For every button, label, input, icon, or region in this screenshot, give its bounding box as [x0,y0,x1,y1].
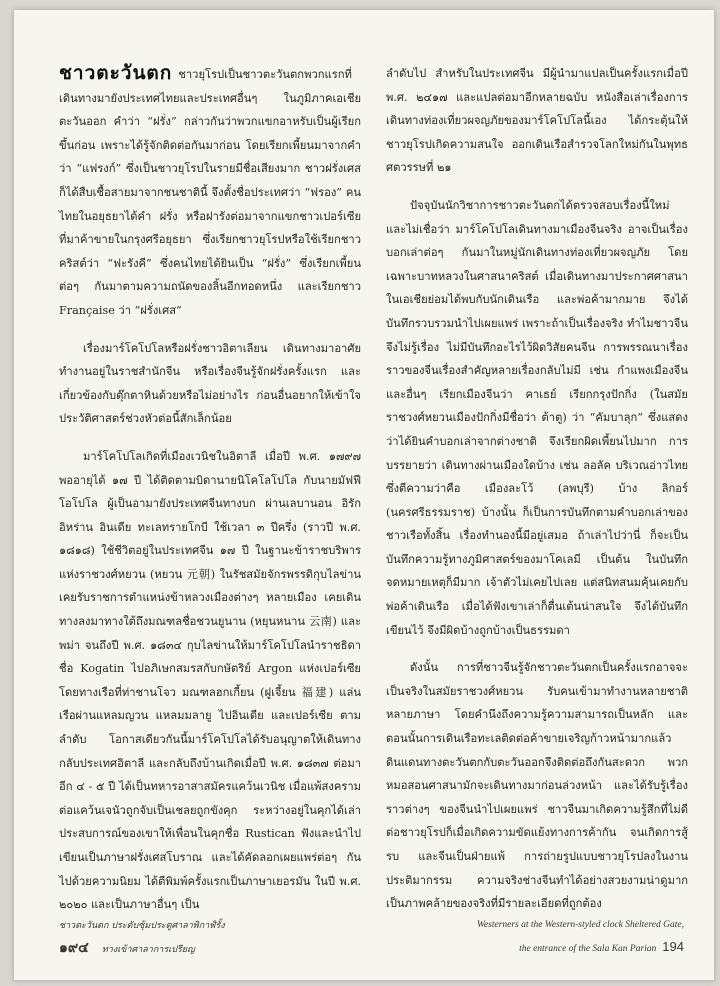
paragraph: ดังนั้น การที่ชาวจีนรู้จักชาวตะวันตกเป็นครั้งแรกอาจจะเป็นจริงในสมัยราชวงศ์หยวน รับคนเข้ามาทำงานหลายชาติหลายภาษา โดยคำนึงถึงความรู้ความสามารถเป็นหลัก และตอนนั้นการเดินเรือทะเลติดต่อค้าขายเจริญก้าวหน้ามากแล้ว ดินแดนทางตะวันตกกับตะวันออกจึงติดต่อถึงกันสะดวก พวกหมอสอนศาสนามักจะเดินทางมาก่อนล่วงหน้า และได้รับรู้เรื่องราวต่างๆ ของจีนนำไปเผยแพร่ ชาวจีนมาเกิดความรู้สึกที่ไม่ดีต่อชาวยุโรปก็เมื่อเกิดความขัดแย้งทางการค้ากัน จนเกิดการสู้รบ และจีนเป็นฝ่ายแพ้ การถ่ายรูปแบบชาวยุโรปลงในงานประติมากรรม ความจริงช่างจีนทำได้อย่างสวยงามน่าดูมาก เป็นภาพคล้ายของจริงที่มีรายละเอียดที่ถูกต้อง [386,661,688,911]
paragraph: ลำดับไป สำหรับในประเทศจีน มีผู้นำมาแปลเป็นครั้งแรกเมื่อปี พ.ศ. ๒๔๑๗ และแปลต่อมาอีกหลายฉบับ หนังสือเล่าเรื่องการเดินทางท่องเที่ยวผจญภัยของมาร์โคโปโลนี้เอง ได้กระตุ้นให้ชาวยุโรปเกิดความสนใจ ออกเดินเรือสำรวจโลกใหม่กันในพุทธศตวรรษที่ ๒๑ [386,67,688,175]
caption-english: Westerners at the Western-styled clock Sheltered Gate, [476,920,684,930]
caption-english-sub: the entrance of the Sala Kan Parian [519,944,657,954]
page-number-thai: ๑๙๔ [59,940,89,956]
section-heading: ชาวตะวันตก [59,62,173,84]
footer-english [477,915,684,960]
caption-english-line2 [477,936,684,960]
paragraph: ปัจจุบันนักวิชาการชาวตะวันตกได้ตรวจสอบเรื่องนี้ใหม่ และไม่เชื่อว่า มาร์โคโปโลเดินทางมาเมืองจีนจริง อาจเป็นเรื่องบอกเล่าต่อๆ กันมาในหมู่นักเดินทางท่องเที่ยวผจญภัย โดยเฉพาะบาทหลวงในศาสนาคริสต์ เมื่อเดินทางมาประกาศศาสนาในเอเชียย่อมได้พบกับนักเดินเรือ และพ่อค้ามากมาย จึงได้บันทึกรวบรวมนำไปเผยแพร่ เพราะถ้าเป็นเรื่องจริง ทำไมชาวจีนจึงไม่รู้เรื่อง ไม่มีบันทึกอะไรไว้ผิดวิสัยคนจีน การพรรณนาเรื่องราวของจีนเรื่องสำคัญหลายเรื่องกลับไม่มี เช่น กำแพงเมืองจีน และอื่นๆ เรียกเมืองจีนว่า คาเธย์ เรียกกรุงปักกิ่ง (ในสมัยราชวงศ์หยวนเมืองปักกิ่งมีชื่อว่า ต้าตู) ว่า “คัมบาลุก” ซึ่งแสดงว่าได้ยินคำบอกเล่าจากต่างชาติ จึงเรียกผิดเพี้ยนไปมาก การบรรยายว่า เดินทางผ่านเมืองใดบ้าง เช่น ลอลัค บริเวณอ่าวไทย ซึ่งตีความว่าคือ เมืองละโว้ (ลพบุรี) บ้าง ลิกอร์ (นครศรีธรรมราช) บ้างนั้น ก็เป็นการบันทึกตามคำบอกเล่าของชาวเรือทั้งสิ้น เรื่องทำนองนี้มีอยู่เสมอ ถ้าเล่าไปว่านี่ ก็จะเป็นบันทึกความรู้ทางภูมิศาสตร์ของมาโคเลมี เป็นต้น ในบันทึกจดหมายเหตุก็มีมาก เจ้าตัวไม่เคยไปเลย แต่สนิทสนมคุ้นเคยกับพ่อค้าเดินเรือ เมื่อได้ฟังเขาเล่าก็ตื่นเต้นน่าสนใจ จึงได้บันทึกเขียนไว้ จึงมีผิดบ้างถูกบ้างเป็นธรรมดา [386,198,688,637]
paragraph-text: ชาวยุโรปเป็นชาวตะวันตกพวกแรกที่เดินทางมายังประเทศไทยและประเทศอื่นๆ ในภูมิภาคเอเชียตะวันออก คำว่า “ฝรั่ง” กล่าวกันว่าพวกแขกอาหรับเป็นผู้เรียกขึ้นก่อน เพราะได้รู้จักติดต่อกันมาก่อน โดยเรียกเพี้ยนมาจากคำว่า “แฟรงก์” ซึ่งเป็นชาวยุโรปในรายมีชื่อเสียงมาก ชาวฝรั่งเศสก็ได้สืบเชื้อสายมาจากชนชาตินี้ จึงตั้งชื่อประเทศว่า “ฟรอง” คนไทยในอยุธยาได้คำ ฝรั่ง หรือฝารังต่อมาจากแขกชาวเปอร์เซียที่มาค้าขายในกรุงศรีอยุธยา ซึ่งเรียกชาวยุโรปหรือใช้เรียกชาวคริสต์ว่า “ฟะรังคี” ซึ่งคนไทยได้ยินเป็น “ฝรั่ง” ซึ่งเรียกเพี้ยนต่อๆ กันมาตามความถนัดของลิ้นอีกทอดหนึ่ง และเรียกชาว Française ว่า “ฝรั่งเศส” [59,68,361,317]
book-page [14,10,714,980]
page-number: 194 [662,939,684,954]
paragraph [59,62,361,323]
right-column [386,62,688,930]
caption-thai-sub: ทางเข้าศาลาการเปรียญ [101,945,195,955]
footer-thai [59,918,225,959]
caption-thai: ชาวตะวันตก ประดับซุ้มประตูศาลาพิกาฬ์รั้ง [59,921,225,931]
left-column [59,62,361,931]
paragraph: เรื่องมาร์โคโปโลหรือฝรั่งชาวอิตาเลียน เดินทางมาอาศัยทำงานอยู่ในราชสำนักจีน หรือเรื่องจีนรู้จักฝรั่งครั้งแรก และเกี่ยวข้องกับตุ๊กตาหินด้วยหรือไม่อย่างไร ก่อนอื่นอยากให้เข้าใจประวัติศาสตร์ช่วงหัวต่อนี้สักเล็กน้อย [59,341,361,426]
paragraph: มาร์โคโปโลเกิดที่เมืองเวนิชในอิตาลี เมื่อปี พ.ศ. ๑๗๙๗ พออายุได้ ๑๗ ปี ได้ติดตามบิดานายนิโคโลโปโล กับนายมัฟฟีโอโปโล ผู้เป็นอามายังประเทศจีนทางบก ผ่านเลบานอน อิรัก อิหร่าน อินเดีย ทะเลทรายโกบี ใช้เวลา ๓ ปีครึ่ง (ราวปี พ.ศ. ๑๘๑๘) ใช้ชีวิตอยู่ในประเทศจีน ๑๗ ปี ในฐานะข้าราชบริพารแห่งราชวงศ์หยวน (หยวน 元朝) ในรัชสมัยจักรพรรดิกุบไลข่าน เคยรับราชการตำแหน่งข้าหลวงเมืองต่างๆ หลายเมือง เคยเดินทางลงมาทางใต้ถึงมณฑลชื่อชวนยูนาน (หยุนหนาน 云南) และพม่า จนถึงปี พ.ศ. ๑๘๓๔ กุบไลข่านให้มาร์โคโปโลนำราชธิดาชื่อ Kogatin ไปอภิเษกสมรสกับกษัตริย์ Argon แห่งเปอร์เซีย โดยทางเรือที่ท่าชานโจว มณฑลฮกเกี้ยน (ฝูเจี้ยน 福建) แล่นเรือผ่านแหลมญวน แหลมมลายู ไปอินเดีย และเปอร์เซีย ตามลำดับ โอกาสเดียวกันนี้มาร์โคโปโลได้รับอนุญาตให้เดินทางกลับประเทศอิตาลี และกลับถึงบ้านเกิดเมื่อปี พ.ศ. ๑๘๓๗ ต่อมาอีก ๔ - ๕ ปี ได้เป็นทหารอาสาสมัครแคว้นเวนิช เมื่อแพ้สงครามต่อแคว้นเจนัวถูกจับเป็นเชลยถูกขังคุก ระหว่างอยู่ในคุกได้เล่าประสบการณ์ของเขาให้เพื่อนในคุกชื่อ Rustican ฟังและนำไปเขียนเป็นภาษาฝรั่งเศสโบราณ และได้คัดลอกเผยแพร่ต่อๆ กันไปด้วยความนิยม ได้ตีพิมพ์ครั้งแรกเป็นภาษาเยอรมัน ในปี พ.ศ. ๒๐๒๐ และเป็นภาษาอื่นๆ เป็น [59,449,361,912]
